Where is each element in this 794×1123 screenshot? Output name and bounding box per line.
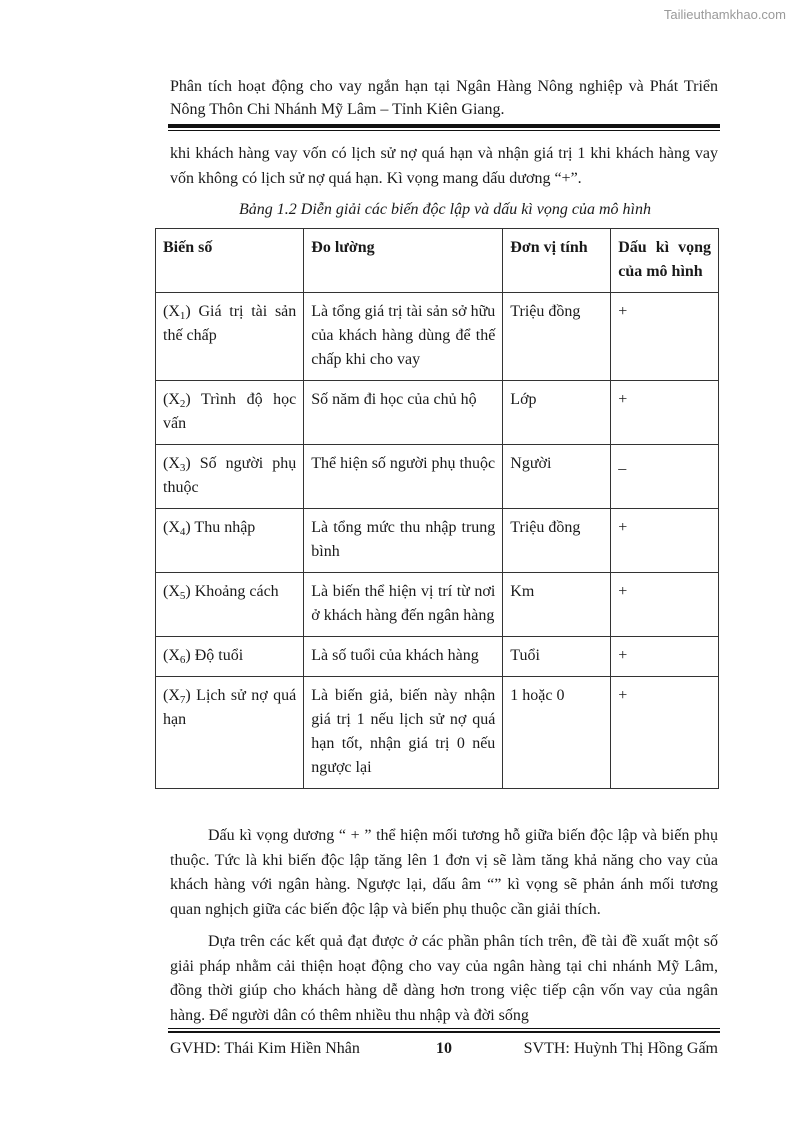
cell-unit: Triệu đồng [503, 509, 611, 573]
header-cell-unit: Đơn vị tính [503, 229, 611, 293]
cell-sign: + [611, 677, 719, 789]
cell-variable: $(X_1)$ Giá trị tài sản thế chấp [156, 293, 304, 381]
cell-variable: $(X_2)$ Trình độ học vấn [156, 381, 304, 445]
watermark: Tailieuthamkhao.com [663, 7, 786, 22]
table-row [156, 509, 719, 573]
table-row [156, 293, 719, 381]
header-rule-thick [168, 124, 720, 128]
cell-measure: Là số tuổi của khách hàng [304, 637, 503, 677]
page-header-title: Phân tích hoạt động cho vay ngắn hạn tại Ngân Hàng Nông nghiệp và Phát Triển Nông Thôn Chi Nhánh Mỹ Lâm – Tỉnh Kiên Giang. [170, 78, 718, 118]
footer-rule-thin [168, 1028, 720, 1029]
footer-rule-thick [168, 1031, 720, 1033]
cell-sign: _ [611, 445, 719, 509]
header-rule-thin [168, 130, 720, 131]
cell-variable: $(X_5)$ Khoảng cách [156, 573, 304, 637]
expectation-paragraph: Dấu kì vọng dương “ + ” thể hiện mối tương hỗ giữa biến độc lập và biến phụ thuộc. Tức là khi biến độc lập tăng lên 1 đơn vị sẽ làm tăng khả năng cho vay của khách hàng với ngân hàng. Ngược lại, dấu âm “” kì vọng sẽ phản ánh mối tương quan nghịch giữa các biến độc lập và biến phụ thuộc cần giải thích. [170, 827, 718, 918]
cell-sign: + [611, 293, 719, 381]
cell-unit: 1 hoặc 0 [503, 677, 611, 789]
footer-student: SVTH: Huỳnh Thị Hồng Gấm [523, 1040, 718, 1057]
cell-variable: $(X_6)$ Độ tuổi [156, 637, 304, 677]
solution-paragraph: Dựa trên các kết quả đạt được ở các phần phân tích trên, đề tài đề xuất một số giải pháp nhằm cải thiện hoạt động cho vay của ngân hàng tại chi nhánh Mỹ Lâm, đồng thời giúp cho khách hàng dễ dàng hơn trong việc tiếp cận vốn vay của ngân hàng. Để người dân có thêm nhiều thu nhập và đời sống [170, 933, 718, 1024]
header-cell-variable: Biến số [156, 229, 304, 293]
cell-unit: Lớp [503, 381, 611, 445]
cell-measure: Là biến giả, biến này nhận giá trị 1 nếu lịch sử nợ quá hạn tốt, nhận giá trị 0 nếu ngược lại [304, 677, 503, 789]
cell-unit: Triệu đồng [503, 293, 611, 381]
cell-unit: Tuổi [503, 637, 611, 677]
cell-measure: Là tổng mức thu nhập trung bình [304, 509, 503, 573]
table-row [156, 637, 719, 677]
cell-variable: $(X_3)$ Số người phụ thuộc [156, 445, 304, 509]
header-cell-sign: Dấu kì vọng của mô hình [611, 229, 719, 293]
cell-variable: $(X_4)$ Thu nhập [156, 509, 304, 573]
variables-table [155, 228, 719, 789]
cell-measure: Là tổng giá trị tài sản sở hữu của khách hàng dùng để thế chấp khi cho vay [304, 293, 503, 381]
cell-measure: Số năm đi học của chủ hộ [304, 381, 503, 445]
table-row [156, 573, 719, 637]
footer-advisor: GVHD: Thái Kim Hiền Nhân [170, 1040, 360, 1057]
cell-measure: Thể hiện số người phụ thuộc [304, 445, 503, 509]
cell-sign: + [611, 509, 719, 573]
cell-sign: + [611, 573, 719, 637]
cell-unit: Km [503, 573, 611, 637]
cell-sign: + [611, 637, 719, 677]
cell-variable: $(X_7)$ Lịch sử nợ quá hạn [156, 677, 304, 789]
cell-unit: Người [503, 445, 611, 509]
cell-measure: Là biến thể hiện vị trí từ nơi ở khách hàng đến ngân hàng [304, 573, 503, 637]
table-row [156, 381, 719, 445]
intro-paragraph: khi khách hàng vay vốn có lịch sử nợ quá hạn và nhận giá trị 1 khi khách hàng vay vốn không có lịch sử nợ quá hạn. Kì vọng mang dấu dương “+”. [170, 145, 718, 187]
table-caption: Bảng 1.2 Diễn giải các biến độc lập và dấu kì vọng của mô hình [239, 201, 651, 218]
cell-sign: + [611, 381, 719, 445]
table-row [156, 445, 719, 509]
header-cell-measure: Đo lường [304, 229, 503, 293]
page-number: 10 [436, 1040, 452, 1057]
table-row [156, 677, 719, 789]
table-header-row [156, 229, 719, 293]
